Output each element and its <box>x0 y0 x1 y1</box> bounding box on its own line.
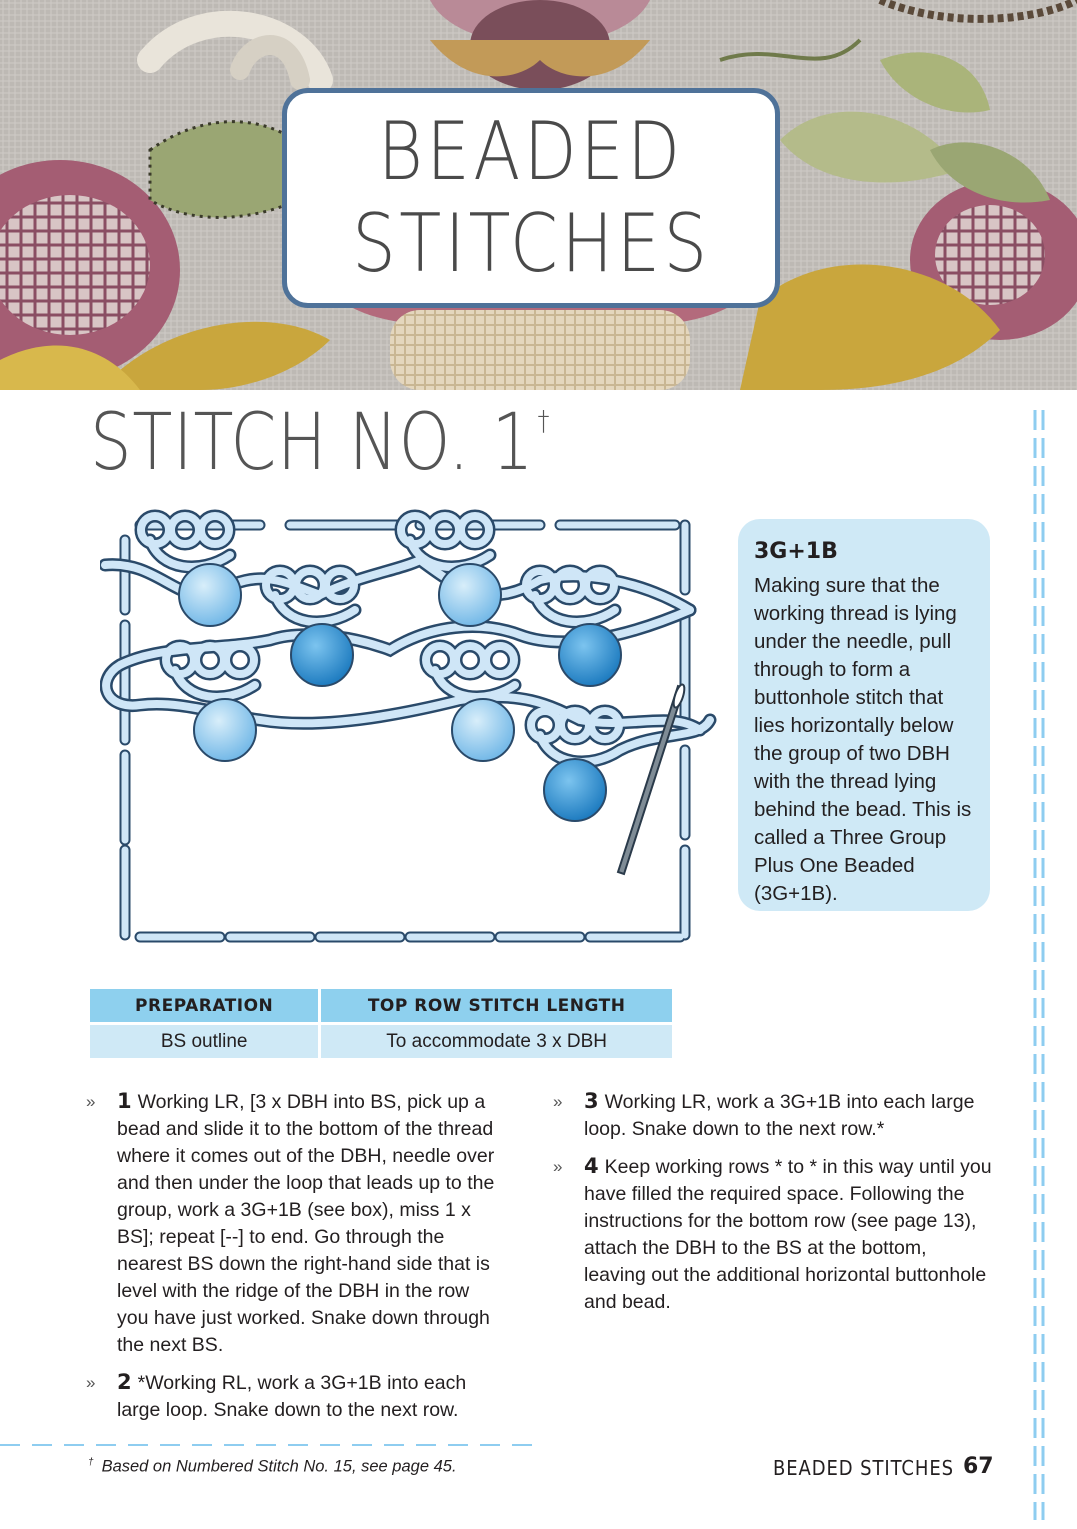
info-box-3g1b <box>738 519 990 911</box>
table-header-preparation: PREPARATION <box>90 989 318 1022</box>
table-header-stitch-length: TOP ROW STITCH LENGTH <box>321 989 672 1022</box>
step-1 <box>86 1088 506 1359</box>
bead-light <box>439 564 501 626</box>
step-number: 3 <box>584 1089 599 1113</box>
page-number: 67 <box>963 1454 994 1479</box>
step-4 <box>553 1153 993 1316</box>
chevron-bullet-icon: » <box>553 1157 563 1176</box>
bead-dark <box>291 624 353 686</box>
instructions-column-right <box>553 1088 993 1326</box>
header-embroidery-image <box>0 0 1077 390</box>
footnote-mark: † <box>88 1457 94 1468</box>
table-cell-stitch-length: To accommodate 3 x DBH <box>321 1025 672 1058</box>
table-row <box>90 1025 672 1058</box>
step-number: 4 <box>584 1154 599 1178</box>
bead-light <box>452 699 514 761</box>
step-3 <box>553 1088 993 1143</box>
title-box <box>282 88 780 308</box>
table-header-row <box>90 989 672 1022</box>
stitch-heading-text: STITCH NO. 1 <box>90 398 535 488</box>
step-2 <box>86 1369 506 1424</box>
footnote <box>88 1457 457 1477</box>
step-text: Keep working rows * to * in this way until you have filled the required space. Following the instructions for the bottom row (see page 13), attach the DBH to the BS at the bottom, leaving out the additional horizontal buttonhole and bead. <box>584 1156 992 1313</box>
step-text: Working LR, [3 x DBH into BS, pick up a bead and slide it to the bottom of the thread where it comes out of the DBH, needle over and then under the loop that leads up to the group, work a 3G+1B (see box), miss 1 x BS]; repeat [--] to end. Go through the nearest BS down the right-hand side that is level with the ridge of the DBH in the row you have just worked. Snake down through the next BS. <box>117 1091 495 1356</box>
bead-dark <box>544 759 606 821</box>
page-title-line2: STITCHES <box>351 197 711 290</box>
stitch-diagram <box>100 500 720 950</box>
info-box-text: Making sure that the working thread is lying under the needle, pull through to form a buttonhole stitch that lies horizontally below the group of two DBH with the thread lying behind the bead. This is called a Three Group Plus One Beaded (3G+1B). <box>754 574 972 905</box>
instructions-column-left <box>86 1088 506 1434</box>
step-text: *Working RL, work a 3G+1B into each large loop. Snake down to the next row. <box>117 1372 467 1421</box>
bead-light <box>179 564 241 626</box>
step-number: 1 <box>117 1089 132 1113</box>
step-text: Working LR, work a 3G+1B into each large loop. Snake down to the next row.* <box>584 1091 975 1140</box>
needle-icon <box>618 683 687 874</box>
stitch-heading <box>90 398 550 488</box>
info-box-title: 3G+1B <box>754 539 838 564</box>
preparation-table <box>87 986 675 1061</box>
bead-dark <box>559 624 621 686</box>
table-cell-preparation: BS outline <box>90 1025 318 1058</box>
chevron-bullet-icon: » <box>86 1092 96 1111</box>
footnote-divider <box>0 1440 540 1450</box>
page-title-line1: BEADED <box>378 105 684 198</box>
footnote-text: Based on Numbered Stitch No. 15, see page 45. <box>101 1457 457 1476</box>
dagger-mark: † <box>537 404 551 437</box>
step-number: 2 <box>117 1370 132 1394</box>
chevron-bullet-icon: » <box>553 1092 563 1111</box>
edge-dash-decoration <box>1030 410 1050 1520</box>
running-footer: BEADED STITCHES <box>773 1456 954 1480</box>
bead-light <box>194 699 256 761</box>
chevron-bullet-icon: » <box>86 1373 96 1392</box>
